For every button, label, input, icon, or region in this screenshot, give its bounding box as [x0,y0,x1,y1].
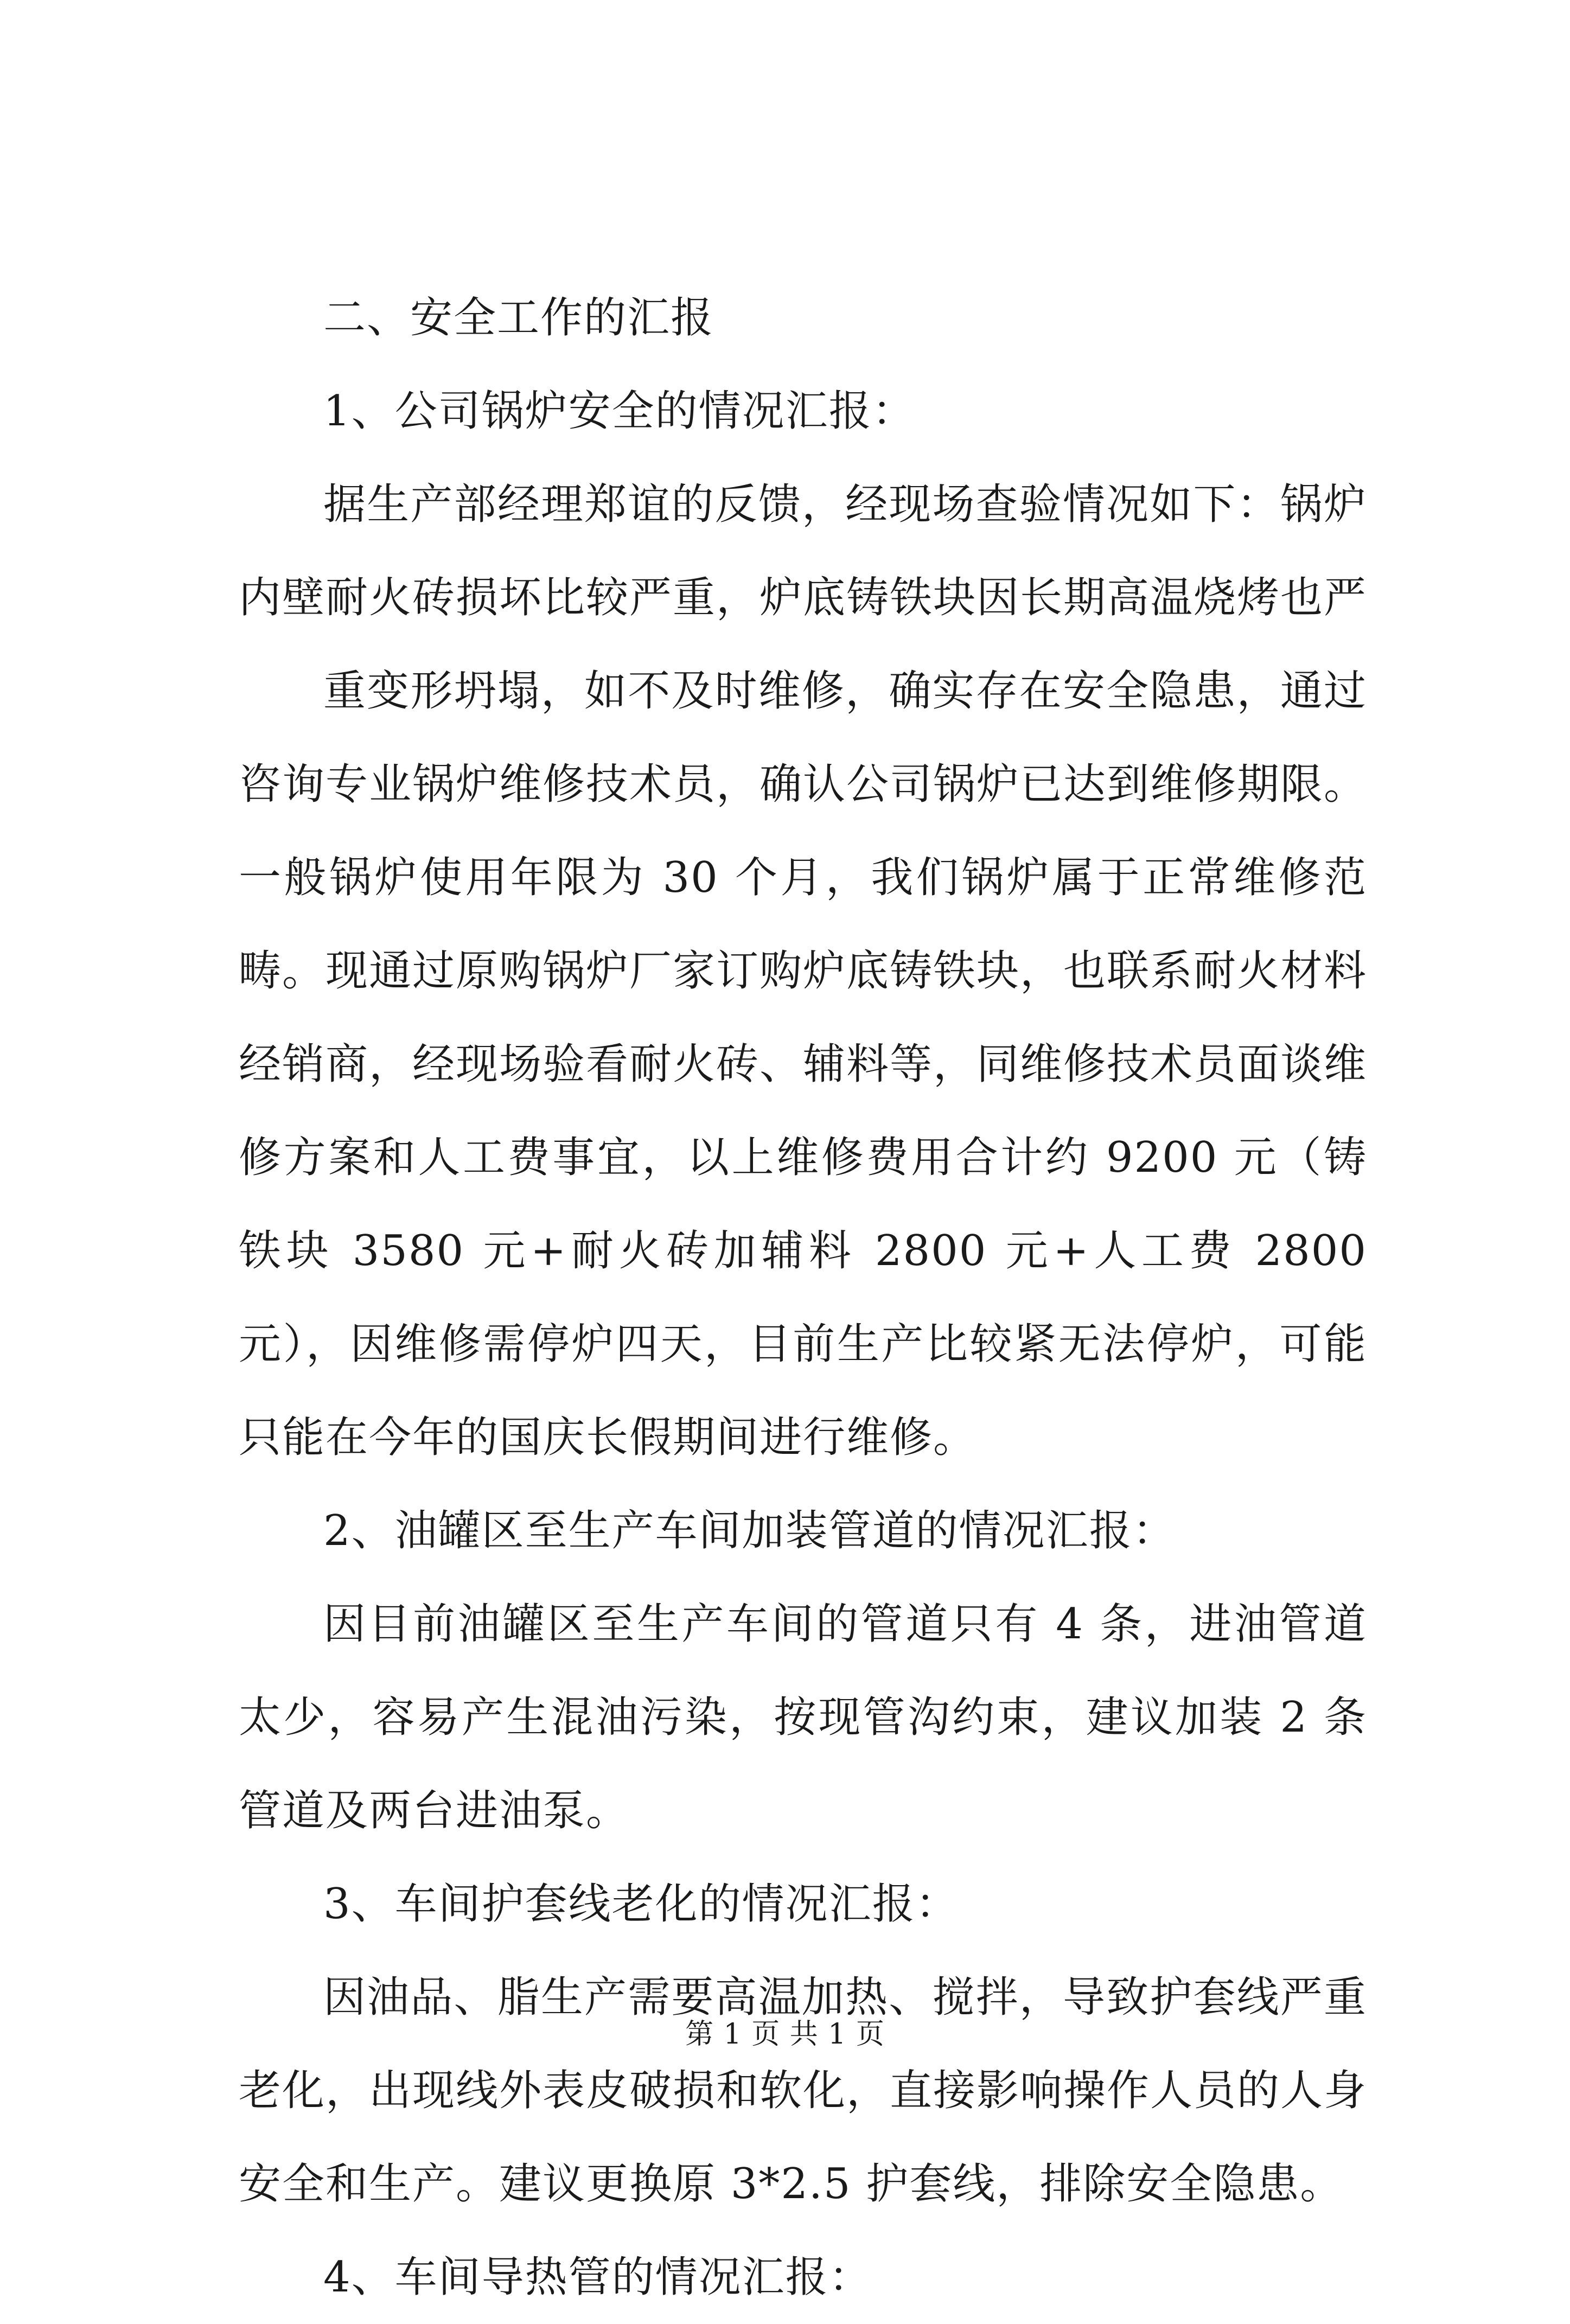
subheading-heat-pipe: 4、车间导热管的情况汇报： [323,2253,872,2302]
section-heading-safety-report: 二、安全工作的汇报 [323,293,714,342]
paragraph-oil-pipeline: 因目前油罐区至生产车间的管道只有 4 条，进油管道太少，容易产生混油污染，按现管沟约束，建议加装 2 条管道及两台进油泵。 [239,1600,1367,1835]
paragraph-boiler-inspection: 据生产部经理郑谊的反馈，经现场查验情况如下：锅炉内壁耐火砖损坏比较严重，炉底铸铁块因长期高温烧烤也严 [239,480,1368,622]
subheading-sheathed-wire: 3、车间护套线老化的情况汇报： [323,1880,959,1929]
paragraph-boiler-repair-plan: 重变形坍塌，如不及时维修，确实存在安全隐患，通过咨询专业锅炉维修技术员，确认公司锅炉已达到维修期限。一般锅炉使用年限为 30 个月，我们锅炉属于正常维修范畴。现通过原购锅炉厂家订购炉底铸铁块，也联系耐火材料经销商，经现场验看耐火砖、辅料等，同维修技术员面谈维修方案和人工费事宜，以上维修费用合计约 9200 元（铸铁块 3580 元+耐火砖加辅料 2800 元+人工费 2800 元），因维修需停炉四天，目前生产比较紧无法停炉，可能只能在今年的国庆长假期间进行维修。 [239,667,1368,1462]
subheading-oil-pipeline: 2、油罐区至生产车间加装管道的情况汇报： [323,1506,1176,1555]
paragraph-sheathed-wire: 因油品、脂生产需要高温加热、搅拌，导致护套线严重老化，出现线外表皮破损和软化，直接影响操作人员的人身安全和生产。建议更换原 3*2.5 护套线，排除安全隐患。 [239,1973,1368,2208]
page-footer: 第 1 页 共 1 页 [685,2018,885,2051]
subheading-boiler-safety: 1、公司锅炉安全的情况汇报： [323,387,916,436]
